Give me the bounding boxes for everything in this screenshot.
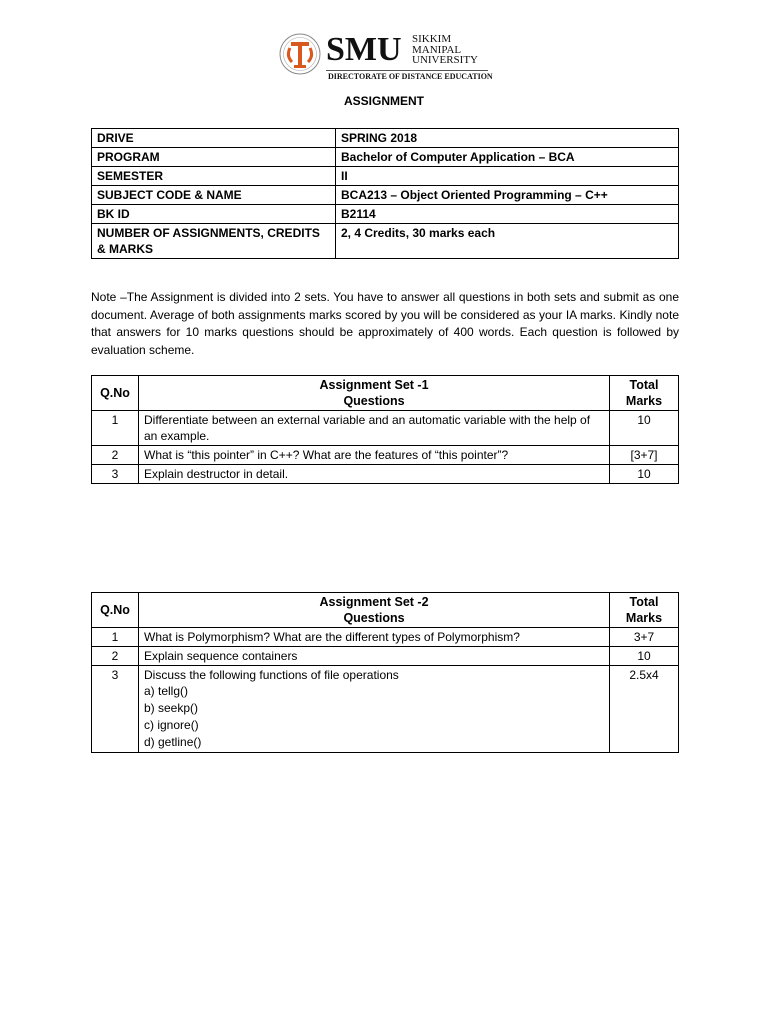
question-marks: 3+7 [610, 628, 679, 647]
table-row [92, 628, 679, 647]
university-logo [278, 30, 498, 84]
question-text: Explain destructor in detail. [139, 465, 610, 484]
logo-university-name: SIKKIM MANIPAL UNIVERSITY [412, 33, 478, 66]
list-item: a) tellg() [144, 684, 189, 698]
document-title: ASSIGNMENT [343, 94, 424, 108]
list-item: d) getline() [144, 735, 202, 749]
list-item: b) seekp() [144, 701, 199, 715]
table-row [92, 186, 679, 205]
info-value: SPRING 2018 [336, 129, 679, 148]
sub-question-list [144, 683, 604, 751]
question-number: 3 [92, 666, 139, 753]
info-label: SEMESTER [92, 167, 336, 186]
table-header-row [92, 593, 679, 628]
assignment-set-1-table [91, 375, 679, 484]
list-item: c) ignore() [144, 718, 199, 732]
question-marks: 10 [610, 411, 679, 446]
question-marks: 10 [610, 465, 679, 484]
question-text: Differentiate between an external variable and an automatic variable with the help of an example. [139, 411, 610, 446]
question-marks: [3+7] [610, 446, 679, 465]
question-text [139, 666, 610, 753]
table-row [92, 465, 679, 484]
col-questions-header [139, 593, 610, 628]
table-row [92, 224, 679, 259]
table-row [92, 205, 679, 224]
question-marks: 10 [610, 647, 679, 666]
table-row [92, 411, 679, 446]
table-row [92, 129, 679, 148]
logo-abbreviation: SMU [326, 31, 402, 68]
col-qno-header: Q.No [92, 376, 139, 411]
question-stem: Discuss the following functions of file operations [144, 668, 399, 682]
question-text: Explain sequence containers [139, 647, 610, 666]
info-label: SUBJECT CODE & NAME [92, 186, 336, 205]
table-row [92, 647, 679, 666]
assignment-info-table [91, 128, 679, 259]
question-number: 1 [92, 411, 139, 446]
info-value: II [336, 167, 679, 186]
question-number: 2 [92, 446, 139, 465]
info-label: PROGRAM [92, 148, 336, 167]
table-header-row [92, 376, 679, 411]
col-marks-header: Total Marks [610, 376, 679, 411]
question-number: 2 [92, 647, 139, 666]
info-value: B2114 [336, 205, 679, 224]
col-qno-header: Q.No [92, 593, 139, 628]
col-questions-header [139, 376, 610, 411]
question-marks: 2.5x4 [610, 666, 679, 753]
info-label: BK ID [92, 205, 336, 224]
info-label: DRIVE [92, 129, 336, 148]
info-value: Bachelor of Computer Application – BCA [336, 148, 679, 167]
info-value: 2, 4 Credits, 30 marks each [336, 224, 679, 259]
logo-subtitle: DIRECTORATE OF DISTANCE EDUCATION [328, 72, 493, 81]
info-value: BCA213 – Object Oriented Programming – C++ [336, 186, 679, 205]
question-text: What is Polymorphism? What are the different types of Polymorphism? [139, 628, 610, 647]
table-row [92, 167, 679, 186]
set-title: Assignment Set -2 [319, 595, 429, 609]
question-number: 1 [92, 628, 139, 647]
university-emblem-icon [278, 30, 322, 80]
col-marks-header: Total Marks [610, 593, 679, 628]
questions-label: Questions [343, 611, 405, 625]
question-text: What is “this pointer” in C++? What are the features of “this pointer”? [139, 446, 610, 465]
table-row [92, 148, 679, 167]
table-row [92, 666, 679, 753]
table-row [92, 446, 679, 465]
set-title: Assignment Set -1 [319, 378, 429, 392]
logo-divider [326, 70, 488, 71]
info-label: NUMBER OF ASSIGNMENTS, CREDITS & MARKS [92, 224, 336, 259]
assignment-set-2-table [91, 592, 679, 753]
question-number: 3 [92, 465, 139, 484]
assignment-note: Note –The Assignment is divided into 2 sets. You have to answer all questions in both sets and submit as one document. Average of both assignments marks scored by you will be considered as your IA marks. Kindly note that answers for 10 marks questions should be approximately of 400 words. Each question is followed by evaluation scheme. [91, 290, 679, 357]
questions-label: Questions [343, 394, 405, 408]
